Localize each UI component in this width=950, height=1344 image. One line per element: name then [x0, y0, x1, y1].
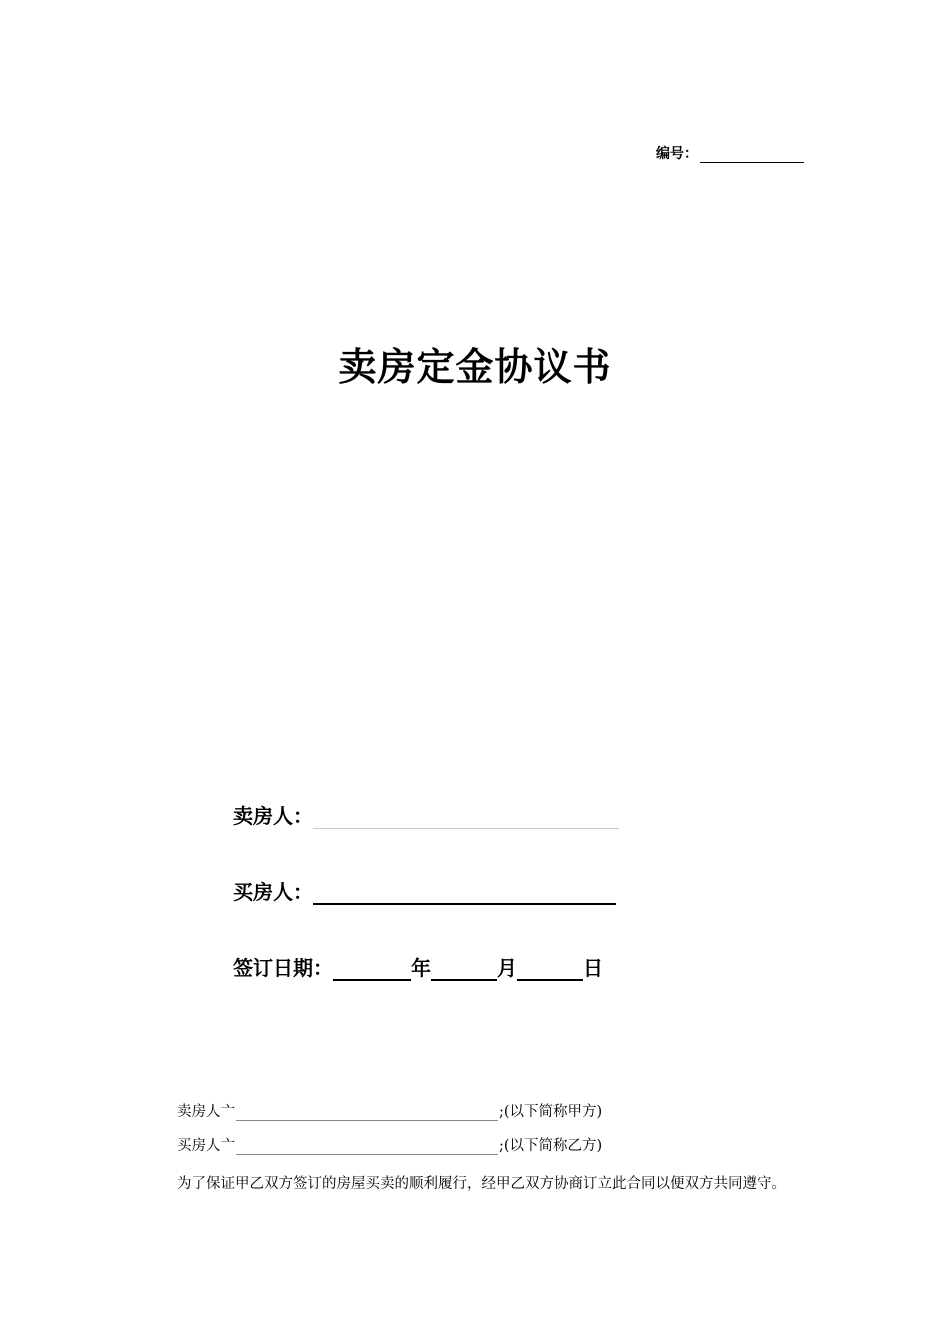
seller-signature-row — [233, 800, 619, 829]
buyer-blank[interactable] — [313, 881, 616, 905]
seller-party-line — [177, 1100, 602, 1121]
seller-blank[interactable] — [313, 806, 619, 829]
intro-paragraph: 为了保证甲乙双方签订的房屋买卖的顺利履行，经甲乙双方协商订立此合同以便双方共同遵守。 — [177, 1176, 786, 1192]
buyer-party-suffix: ;(以下简称乙方) — [499, 1138, 603, 1154]
buyer-party-label: 买房人亠 — [177, 1138, 235, 1154]
day-blank[interactable] — [517, 957, 583, 981]
signing-date-row — [233, 952, 603, 981]
seller-party-label: 卖房人亠 — [177, 1104, 235, 1120]
buyer-label: 买房人： — [233, 880, 313, 904]
seller-label: 卖房人： — [233, 804, 313, 828]
day-label: 日 — [583, 956, 603, 980]
buyer-party-blank[interactable] — [236, 1138, 498, 1155]
document-title: 卖房定金协议书 — [338, 345, 612, 389]
document-number-blank[interactable] — [700, 146, 804, 163]
year-blank[interactable] — [333, 957, 411, 981]
buyer-party-line — [177, 1134, 602, 1155]
signing-date-label: 签订日期： — [233, 956, 333, 980]
month-label: 月 — [497, 956, 517, 980]
month-blank[interactable] — [431, 957, 497, 981]
document-number — [656, 143, 804, 163]
buyer-signature-row — [233, 876, 616, 905]
year-label: 年 — [411, 956, 431, 980]
document-number-label: 编号： — [656, 146, 698, 162]
seller-party-blank[interactable] — [236, 1104, 498, 1121]
seller-party-suffix: ;(以下简称甲方) — [499, 1104, 603, 1120]
